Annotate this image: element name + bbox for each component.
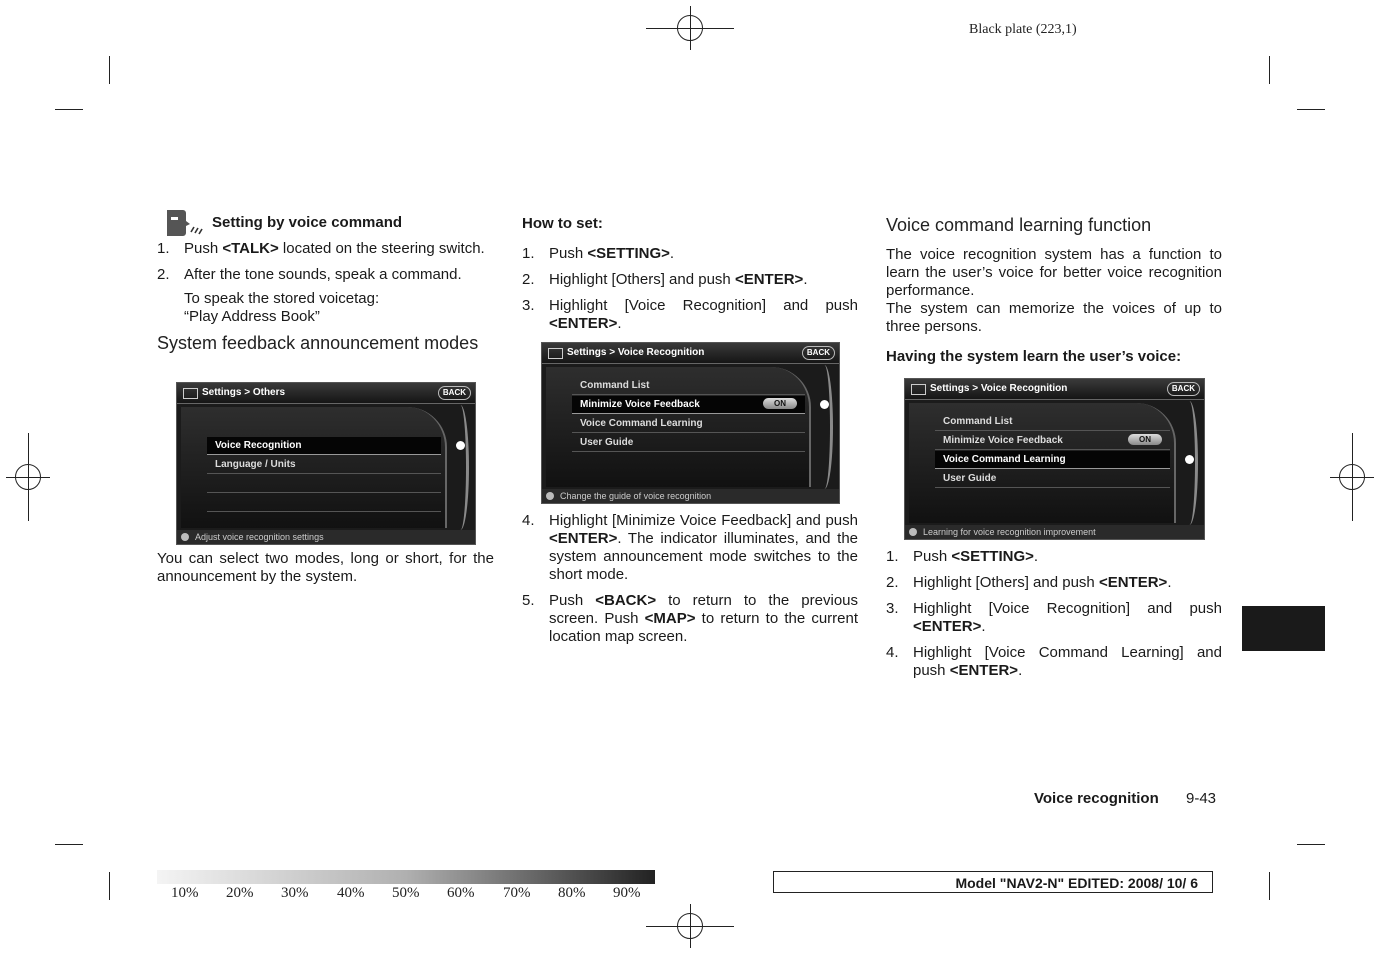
column-1 (157, 210, 494, 354)
list-item: 3. Highlight [Voice Recognition] and push <ENTER>. (522, 297, 858, 332)
screen-header: Settings > Voice Recognition BACK (905, 379, 1204, 400)
list-item: 1. Push <TALK> located on the steering switch. (157, 240, 485, 257)
selection-indicator (456, 441, 465, 450)
learning-para-1: The voice recognition system has a function to learn the user’s voice for better voice recognition performance. (886, 246, 1222, 299)
column-2 (522, 215, 858, 341)
footer-section-name: Voice recognition (1034, 790, 1159, 807)
menu-item-language-units[interactable]: Language / Units (207, 456, 441, 474)
learning-function-heading: Voice command learning function (886, 215, 1152, 235)
list-item: 1. Push <SETTING>. (522, 245, 675, 262)
chapter-tab (1242, 606, 1325, 651)
column-3 (886, 214, 1222, 366)
menu-item-command-list[interactable]: Command List (935, 413, 1170, 431)
menu-icon (548, 348, 563, 359)
menu-item-command-list[interactable]: Command List (572, 377, 805, 395)
how-to-set-heading: How to set: (522, 215, 603, 232)
menu-icon (183, 388, 198, 399)
on-indicator: ON (1128, 434, 1162, 445)
scale-label: 80% (558, 885, 586, 901)
list-item: 4. Highlight [Minimize Voice Feedback] and push <ENTER>. The indicator illuminates, and the system announcement mode switches to the short mode. (522, 512, 858, 583)
subheading: System feedback announcement modes (157, 333, 479, 353)
selection-indicator (820, 400, 829, 409)
scale-label: 20% (226, 885, 254, 901)
scale-label: 70% (503, 885, 531, 901)
menu-item-voice-command-learning[interactable]: Voice Command Learning (935, 451, 1170, 469)
list-item: 4. Highlight [Voice Command Learning] and push <ENTER>. (886, 644, 1222, 679)
menu-item-user-guide[interactable]: User Guide (935, 470, 1170, 488)
list-item: 1. Push <SETTING>. (886, 548, 1039, 565)
list-item: 2. Highlight [Others] and push <ENTER>. (886, 574, 1172, 591)
selection-indicator (1185, 455, 1194, 464)
talk-icon (163, 208, 203, 238)
list-item: 3. Highlight [Voice Recognition] and push <ENTER>. (886, 600, 1222, 635)
screen-footer: Adjust voice recognition settings (177, 530, 475, 544)
column-3-steps (886, 548, 1222, 688)
voice-steps (157, 240, 494, 284)
list-item: 2. Highlight [Others] and push <ENTER>. (522, 271, 808, 288)
voice-command-heading (157, 210, 494, 240)
model-edited-box: Model "NAV2-N" EDITED: 2008/ 10/ 6 (773, 871, 1213, 893)
learning-para-2: The system can memorize the voices of up to three persons. (886, 300, 1222, 335)
menu-empty-row (207, 494, 441, 512)
info-icon (909, 528, 917, 536)
menu-empty-row (207, 475, 441, 493)
screen-header: Settings > Voice Recognition BACK (542, 343, 839, 364)
learn-voice-subheading: Having the system learn the user’s voice: (886, 348, 1182, 365)
scale-label: 30% (281, 885, 309, 901)
scale-label: 90% (613, 885, 641, 901)
back-button[interactable]: BACK (1167, 382, 1200, 396)
voicetag-intro: To speak the stored voicetag: (184, 290, 380, 307)
screen-footer: Learning for voice recognition improvement (905, 525, 1204, 539)
menu-item-voice-command-learning[interactable]: Voice Command Learning (572, 415, 805, 433)
menu-item-minimize-voice-feedback[interactable]: Minimize Voice Feedback ON (572, 396, 805, 414)
info-icon (181, 533, 189, 541)
scale-label: 60% (447, 885, 475, 901)
page-number: 9-43 (1186, 790, 1217, 807)
settings-others-screen (176, 382, 476, 545)
info-icon (546, 492, 554, 500)
voice-recognition-screen-1 (541, 342, 840, 504)
list-item: 2. After the tone sounds, speak a command. (157, 266, 462, 283)
on-indicator: ON (763, 398, 797, 409)
voice-recognition-screen-2 (904, 378, 1205, 540)
section-title: Setting by voice command (212, 214, 403, 231)
menu-item-voice-recognition[interactable]: Voice Recognition (207, 437, 441, 455)
how-to-set-steps-continued (522, 512, 858, 646)
menu-item-user-guide[interactable]: User Guide (572, 434, 805, 452)
scale-label: 40% (337, 885, 365, 901)
menu-icon (911, 384, 926, 395)
back-button[interactable]: BACK (802, 346, 835, 360)
screen-header: Settings > Others BACK (177, 383, 475, 404)
modes-description: You can select two modes, long or short, for the announcement by the system. (157, 550, 494, 585)
gray-scale-bar (157, 870, 655, 884)
list-item: 5. Push <BACK> to return to the previous screen. Push <MAP> to return to the current location map screen. (522, 592, 859, 645)
menu-item-minimize-voice-feedback[interactable]: Minimize Voice Feedback ON (935, 432, 1170, 450)
plate-label: Black plate (223,1) (969, 22, 1077, 37)
how-to-set-steps (522, 245, 858, 333)
back-button[interactable]: BACK (438, 386, 471, 400)
scale-label: 50% (392, 885, 420, 901)
scale-label: 10% (171, 885, 199, 901)
learn-voice-steps (886, 548, 1222, 680)
column-2-continued (522, 512, 858, 654)
voicetag-command: “Play Address Book” (184, 308, 320, 325)
screen-footer: Change the guide of voice recognition (542, 489, 839, 503)
